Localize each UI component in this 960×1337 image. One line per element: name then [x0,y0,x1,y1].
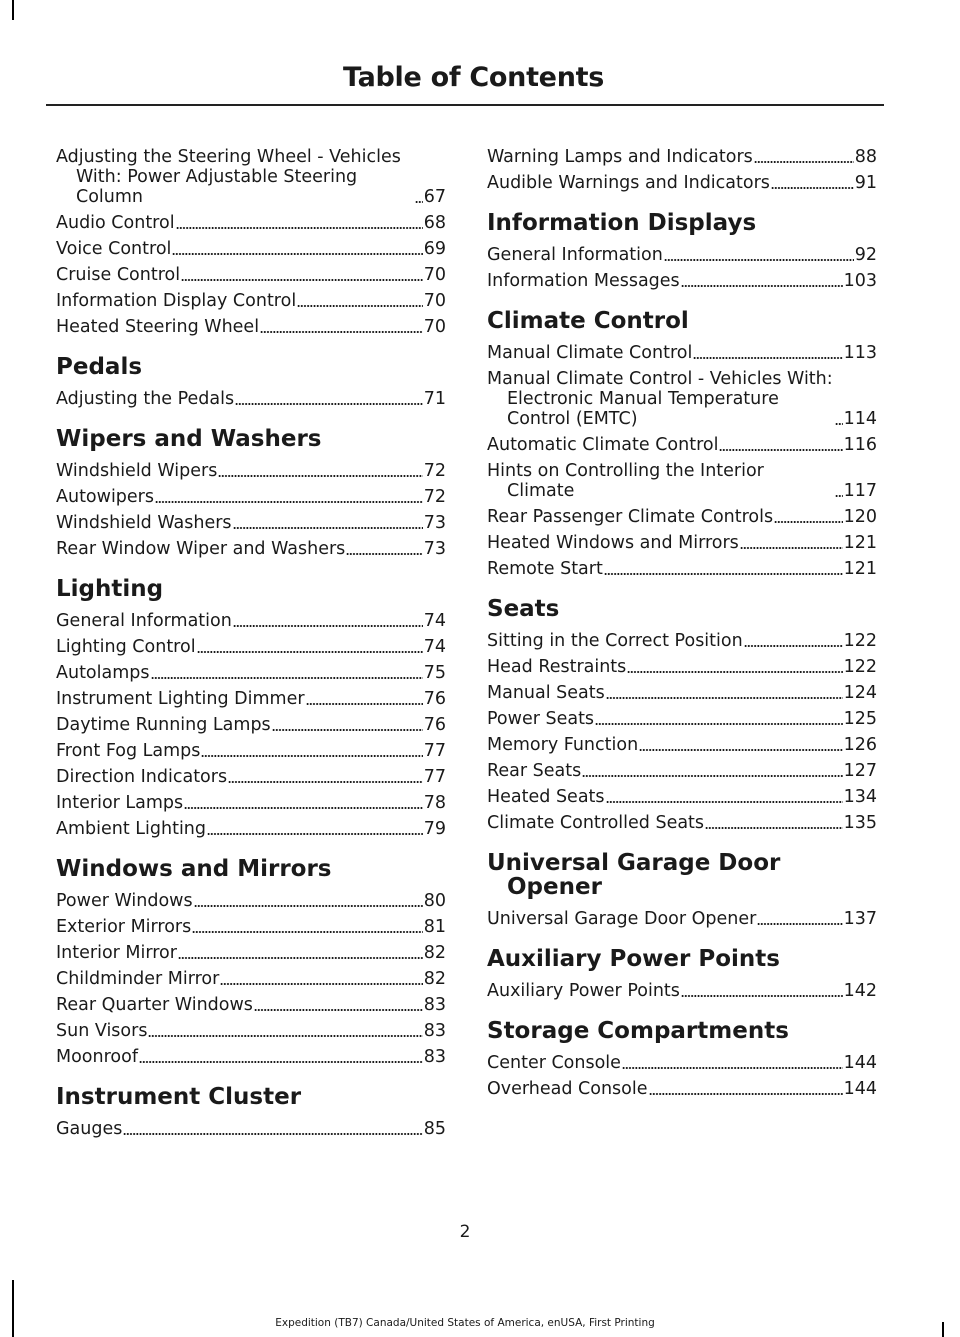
dot-leader [740,546,843,550]
header-rule [46,104,884,106]
toc-entry-power-seats[interactable] [487,709,877,729]
dot-leader [155,500,423,504]
dot-leader [606,696,843,700]
toc-entry-rear-seats[interactable] [487,761,877,781]
toc-entry-title: Interior Mirror [56,943,177,963]
toc-entry-page-number: 68 [423,213,446,233]
toc-entry-auxiliary-power-points[interactable] [487,981,877,1001]
toc-entry-page-number: 71 [423,389,446,409]
section-heading-seats: Seats [487,596,560,622]
toc-entry-title: Exterior Mirrors [56,917,192,937]
toc-entry-title: Information Messages [487,271,680,291]
toc-entry-title: Gauges [56,1119,123,1139]
toc-entry-title: Head Restraints [487,657,627,677]
crop-mark-top-left [12,0,14,20]
toc-entry-title: Adjusting the Pedals [56,389,235,409]
dot-leader [705,826,843,830]
dot-leader [233,624,423,628]
toc-entry-page-number: 121 [843,533,877,553]
toc-entry-interior-mirror[interactable] [56,943,446,963]
dot-leader [771,186,854,190]
toc-entry-page-number: 83 [423,1047,446,1067]
toc-entry-page-number: 121 [843,559,877,579]
toc-entry-page-number: 79 [423,819,446,839]
toc-entry-universal-garage-door-opener[interactable] [487,909,877,929]
toc-entry-page-number: 82 [423,943,446,963]
toc-entry-title: Power Windows [56,891,193,911]
dot-leader [228,780,423,784]
dot-leader [681,994,843,998]
toc-entry-ambient-lighting[interactable] [56,819,446,839]
toc-entry-page-number: 113 [843,343,877,363]
toc-entry-childminder-mirror[interactable] [56,969,446,989]
toc-right-column [487,147,877,1105]
toc-entry-title: General Information [56,611,232,631]
section-heading-climate-control: Climate Control [487,308,689,334]
toc-entry-page-number: 81 [423,917,446,937]
toc-entry-page-number: 77 [423,767,446,787]
dot-leader [306,702,423,706]
toc-entry-page-number: 72 [423,487,446,507]
dot-leader [622,1066,843,1070]
dot-leader [835,494,843,498]
toc-entry-page-number: 122 [843,657,877,677]
toc-entry-page-number: 74 [423,611,446,631]
toc-entry-page-number: 134 [843,787,877,807]
toc-entry-sitting-in-the-correct-position[interactable] [487,631,877,651]
toc-entry-heated-steering-wheel[interactable] [56,317,446,337]
toc-entry-rear-quarter-windows[interactable] [56,995,446,1015]
dot-leader [123,1132,422,1136]
dot-leader [192,930,422,934]
dot-leader [176,226,423,230]
toc-entry-page-number: 85 [423,1119,446,1139]
toc-entry-page-number: 69 [423,239,446,259]
section-heading-windows-and-mirrors: Windows and Mirrors [56,856,332,882]
toc-entry-title: Memory Function [487,735,639,755]
toc-entry-title: Rear Passenger Climate Controls [487,507,774,527]
toc-entry-page-number: 70 [423,317,446,337]
dot-leader [233,526,423,530]
toc-entry-title: Heated Steering Wheel [56,317,260,337]
toc-entry-title: Direction Indicators [56,767,228,787]
toc-entry-page-number: 127 [843,761,877,781]
toc-entry-title: Ambient Lighting [56,819,207,839]
dot-leader [272,728,423,732]
dot-leader [649,1092,843,1096]
toc-entry-page-number: 76 [423,715,446,735]
dot-leader [664,258,854,262]
toc-entry-title: Remote Start [487,559,603,579]
toc-entry-title: Auxiliary Power Points [487,981,680,1001]
toc-entry-page-number: 75 [423,663,446,683]
toc-entry-title: Manual Climate Control - Vehicles With: Electronic Manual Temperature Control (EMTC) [487,369,833,429]
dot-leader [184,806,423,810]
toc-entry-title: Lighting Control [56,637,196,657]
toc-entry-cruise-control[interactable] [56,265,446,285]
footer-edition-text: Expedition (TB7) Canada/United States of America, enUSA, First Printing [275,1317,655,1329]
toc-entry-adjusting-the-pedals[interactable] [56,389,446,409]
toc-entry-title: Voice Control [56,239,172,259]
toc-entry-moonroof[interactable] [56,1047,446,1067]
toc-entry-page-number: 126 [843,735,877,755]
dot-leader [693,356,842,360]
toc-entry-page-number: 76 [423,689,446,709]
toc-entry-page-number: 80 [423,891,446,911]
dot-leader [254,1008,423,1012]
dot-leader [627,670,842,674]
toc-entry-title: Rear Window Wiper and Washers [56,539,346,559]
toc-entry-autolamps[interactable] [56,663,446,683]
toc-entry-power-windows[interactable] [56,891,446,911]
toc-entry-page-number: 67 [423,187,446,207]
toc-entry-page-number: 70 [423,265,446,285]
toc-entry-daytime-running-lamps[interactable] [56,715,446,735]
dot-leader [181,278,423,282]
dot-leader [604,572,843,576]
dot-leader [207,832,423,836]
dot-leader [235,402,423,406]
toc-entry-lighting-control[interactable] [56,637,446,657]
toc-entry-manual-seats[interactable] [487,683,877,703]
toc-entry-title: Center Console [487,1053,621,1073]
section-heading-information-displays: Information Displays [487,210,757,236]
toc-entry-title: Sitting in the Correct Position [487,631,743,651]
dot-leader [178,956,423,960]
toc-entry-page-number: 72 [423,461,446,481]
toc-entry-page-number: 144 [843,1079,877,1099]
toc-entry-page-number: 83 [423,995,446,1015]
toc-entry-title: Cruise Control [56,265,181,285]
toc-entry-center-console[interactable] [487,1053,877,1073]
toc-entry-title: Instrument Lighting Dimmer [56,689,305,709]
toc-entry-title: Information Display Control [56,291,297,311]
section-heading-universal-garage-door-opener: Universal Garage Door Opener [487,850,781,900]
section-heading-lighting: Lighting [56,576,164,602]
toc-entry-gauges[interactable] [56,1119,446,1139]
dot-leader [197,650,423,654]
toc-entry-memory-function[interactable] [487,735,877,755]
toc-entry-remote-start[interactable] [487,559,877,579]
toc-entry-information-messages[interactable] [487,271,877,291]
toc-entry-interior-lamps[interactable] [56,793,446,813]
section-heading-storage-compartments: Storage Compartments [487,1018,789,1044]
dot-leader [582,774,842,778]
toc-entry-title: Manual Seats [487,683,605,703]
toc-entry-autowipers[interactable] [56,487,446,507]
dot-leader [172,252,422,256]
section-heading-pedals: Pedals [56,354,143,380]
toc-entry-page-number: 103 [843,271,877,291]
section-heading-auxiliary-power-points: Auxiliary Power Points [487,946,780,972]
dot-leader [681,284,843,288]
dot-leader [194,904,423,908]
dot-leader [218,474,422,478]
toc-entry-direction-indicators[interactable] [56,767,446,787]
dot-leader [754,160,854,164]
toc-entry-voice-control[interactable] [56,239,446,259]
toc-entry-page-number: 116 [843,435,877,455]
toc-entry-title: Autolamps [56,663,150,683]
crop-mark-bottom-right [942,1322,944,1337]
dot-leader [260,330,423,334]
dot-leader [606,800,843,804]
toc-entry-adjusting-the-steering-wheel-vehicles-with-power-adjustable-steering-column[interactable] [56,147,446,207]
toc-entry-title: Heated Windows and Mirrors [487,533,739,553]
toc-entry-page-number: 70 [423,291,446,311]
dot-leader [220,982,422,986]
toc-entry-page-number: 114 [843,409,877,429]
toc-entry-title: Climate Controlled Seats [487,813,705,833]
toc-entry-title: Childminder Mirror [56,969,220,989]
toc-entry-general-information[interactable] [56,611,446,631]
toc-entry-page-number: 144 [843,1053,877,1073]
toc-entry-page-number: 122 [843,631,877,651]
toc-entry-page-number: 120 [843,507,877,527]
toc-entry-title: Automatic Climate Control [487,435,719,455]
toc-entry-title: General Information [487,245,663,265]
toc-entry-page-number: 74 [423,637,446,657]
toc-entry-page-number: 91 [854,173,877,193]
toc-entry-page-number: 82 [423,969,446,989]
dot-leader [201,754,422,758]
toc-entry-page-number: 142 [843,981,877,1001]
toc-entry-audible-warnings-and-indicators[interactable] [487,173,877,193]
toc-entry-manual-climate-control-vehicles-with-electronic-manual-temperature-control-emtc[interactable] [487,369,877,429]
toc-left-column [56,147,446,1145]
toc-entry-title: Autowipers [56,487,154,507]
toc-entry-page-number: 88 [854,147,877,167]
dot-leader [297,304,423,308]
toc-entry-page-number: 73 [423,539,446,559]
page-number: 2 [459,1222,471,1242]
toc-entry-overhead-console[interactable] [487,1079,877,1099]
toc-entry-title: Sun Visors [56,1021,148,1041]
toc-entry-manual-climate-control[interactable] [487,343,877,363]
toc-entry-windshield-wipers[interactable] [56,461,446,481]
dot-leader [639,748,842,752]
toc-entry-heated-seats[interactable] [487,787,877,807]
toc-entry-heated-windows-and-mirrors[interactable] [487,533,877,553]
toc-entry-page-number: 125 [843,709,877,729]
toc-entry-title: Rear Quarter Windows [56,995,253,1015]
toc-entry-instrument-lighting-dimmer[interactable] [56,689,446,709]
toc-entry-title: Heated Seats [487,787,605,807]
toc-entry-title: Windshield Wipers [56,461,218,481]
dot-leader [744,644,843,648]
dot-leader [151,676,423,680]
toc-entry-head-restraints[interactable] [487,657,877,677]
toc-entry-page-number: 124 [843,683,877,703]
toc-entry-audio-control[interactable] [56,213,446,233]
toc-entry-title: Audio Control [56,213,175,233]
toc-entry-title: Front Fog Lamps [56,741,201,761]
toc-entry-title: Manual Climate Control [487,343,693,363]
toc-entry-rear-window-wiper-and-washers[interactable] [56,539,446,559]
toc-entry-automatic-climate-control[interactable] [487,435,877,455]
toc-entry-page-number: 77 [423,741,446,761]
toc-entry-windshield-washers[interactable] [56,513,446,533]
toc-entry-title: Hints on Controlling the Interior Climate [487,461,764,501]
toc-entry-climate-controlled-seats[interactable] [487,813,877,833]
toc-entry-warning-lamps-and-indicators[interactable] [487,147,877,167]
toc-entry-page-number: 135 [843,813,877,833]
dot-leader [774,520,842,524]
toc-entry-title: Rear Seats [487,761,582,781]
toc-entry-hints-on-controlling-the-interior-climate[interactable] [487,461,877,501]
toc-entry-front-fog-lamps[interactable] [56,741,446,761]
dot-leader [595,722,843,726]
toc-entry-general-information[interactable] [487,245,877,265]
toc-entry-page-number: 83 [423,1021,446,1041]
section-heading-wipers-and-washers: Wipers and Washers [56,426,322,452]
dot-leader [719,448,842,452]
toc-entry-rear-passenger-climate-controls[interactable] [487,507,877,527]
toc-entry-page-number: 117 [843,481,877,501]
toc-entry-title: Adjusting the Steering Wheel - Vehicles With: Power Adjustable Steering Column [56,147,401,207]
toc-entry-title: Overhead Console [487,1079,648,1099]
toc-entry-sun-visors[interactable] [56,1021,446,1041]
dot-leader [415,200,423,204]
toc-entry-page-number: 137 [843,909,877,929]
toc-entry-title: Warning Lamps and Indicators [487,147,753,167]
toc-entry-title: Audible Warnings and Indicators [487,173,770,193]
toc-entry-title: Universal Garage Door Opener [487,909,757,929]
section-heading-instrument-cluster: Instrument Cluster [56,1084,302,1110]
toc-entry-title: Windshield Washers [56,513,232,533]
toc-entry-information-display-control[interactable] [56,291,446,311]
toc-entry-title: Power Seats [487,709,595,729]
toc-entry-title: Moonroof [56,1047,138,1067]
toc-entry-page-number: 92 [854,245,877,265]
dot-leader [835,422,843,426]
dot-leader [757,922,842,926]
toc-entry-title: Interior Lamps [56,793,184,813]
toc-entry-title: Daytime Running Lamps [56,715,271,735]
page-title: Table of Contents [342,62,604,93]
toc-entry-page-number: 78 [423,793,446,813]
dot-leader [148,1034,422,1038]
dot-leader [346,552,422,556]
dot-leader [139,1060,423,1064]
toc-entry-page-number: 73 [423,513,446,533]
toc-entry-exterior-mirrors[interactable] [56,917,446,937]
